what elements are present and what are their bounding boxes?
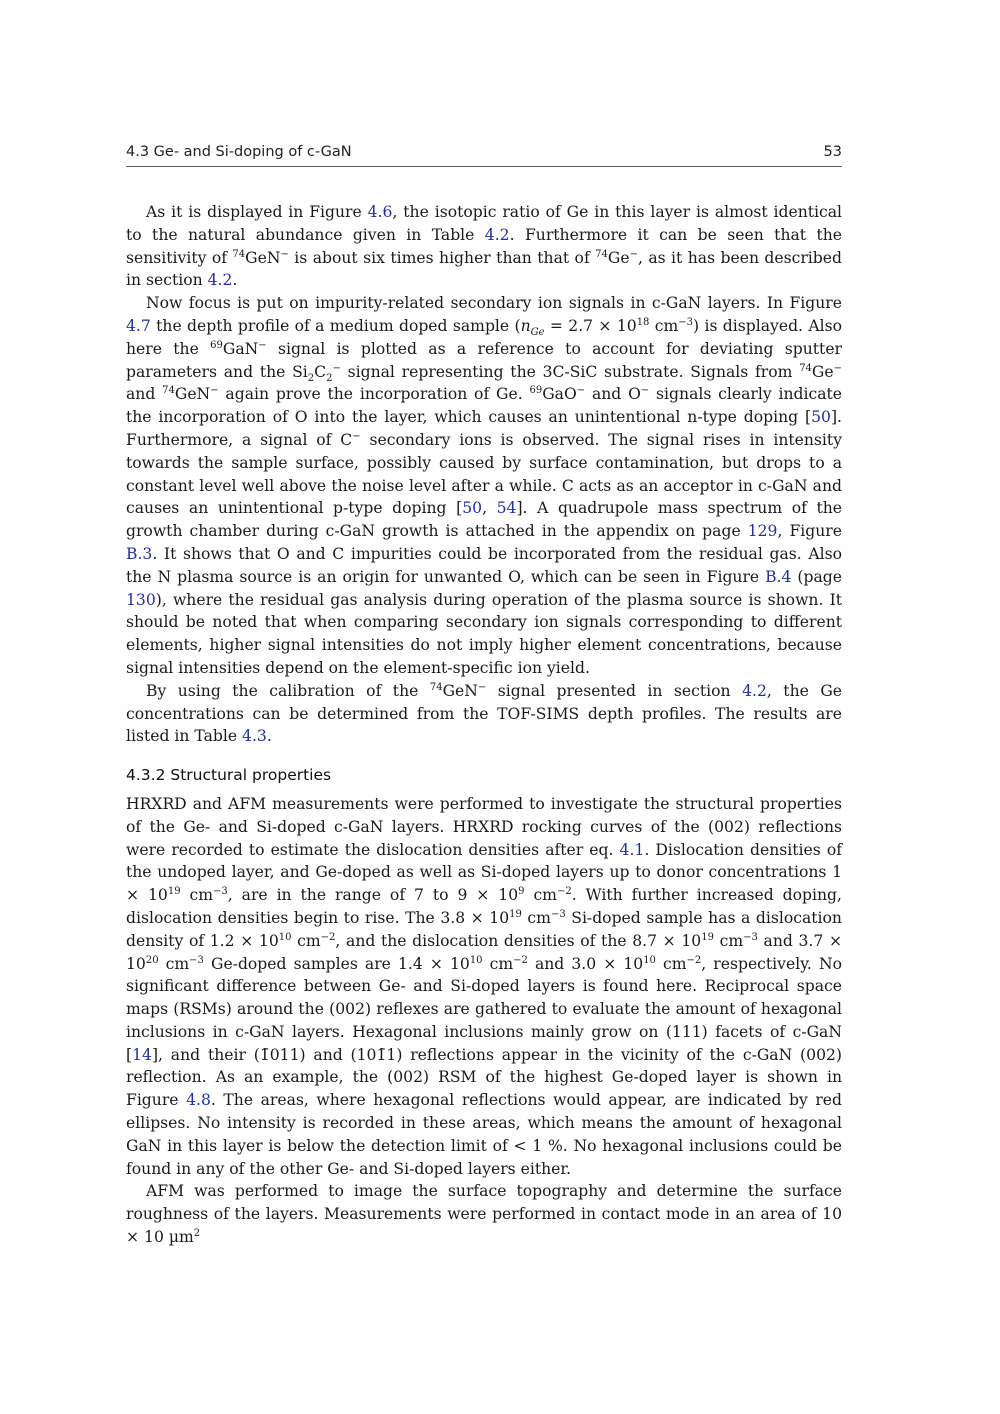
body-text: [126, 201, 842, 1249]
figure-link[interactable]: 4.8: [186, 1091, 211, 1110]
table-link[interactable]: 4.2: [484, 225, 510, 244]
citation-link[interactable]: 50: [811, 408, 831, 427]
page-link[interactable]: 130: [126, 590, 156, 609]
figure-link[interactable]: 4.6: [367, 203, 393, 221]
running-header: [126, 144, 842, 167]
header-page-number: 53: [823, 144, 842, 160]
equation-link[interactable]: 4.1: [619, 840, 645, 859]
figure-link[interactable]: 4.7: [126, 316, 151, 335]
paragraph: HRXRD and AFM measurements were performed to investigate the structural properties of the Ge- and Si-doped c-GaN layers. HRXRD rocking curves of the (002) reflections were recorded to estimate the dislocation densities after eq. 4.1. Dislocation densities of the undoped layer, and Ge-doped as well as Si-doped layers up to donor concentrations $1 \times 10^{19}$ $cm^{-3}$, are in the range of 7 to $9 \times 10^9$ $cm^{-2}$. With further increased doping, dislocation densities begin to rise. The $3.8 \times 10^{19}$ $cm^{-3}$ Si-doped sample has a dislocation density of $1.2 \times 10^{10}$ $cm^{-2}$, and the dislocation densities of the $8.7 \times 10^{19}$ $cm^{-3}$ and $3.7 \times 10^{20}$ $cm^{-3}$ Ge-doped samples are $1.4 \times 10^{10}$ $cm^{-2}$ and $3.0 \times 10^{10}$ $cm^{-2}$, respectively. No significant difference between Ge- and Si-doped layers is found here. Reciprocal space maps (RSMs) around the (002) reflexes are gathered to evaluate the amount of hexagonal inclusions in c-GaN layers. Hexagonal inclusions mainly grow on (111) facets of c-GaN [14], and their (1̄011) and (101̄1) reflections appear in the vicinity of the c-GaN (002) reflection. As an example, the (002) RSM of the highest Ge-doped layer is shown in Figure 4.8. The areas, where hexagonal reflections would appear, are indicated by red ellipses. No intensity is recorded in these areas, which means the amount of hexagonal GaN in this layer is below the detection limit of < 1 %. No hexagonal inclusions could be found in any of the other Ge- and Si-doped layers either.: [126, 794, 843, 1178]
section-link[interactable]: 4.2: [742, 681, 767, 700]
paragraph: Now focus is put on impurity-related secondary ion signals in c-GaN layers. In Figure 4.7 the depth profile of a medium doped sample ($n_{Ge} = 2.7 \times 10^{18}$ $cm^{-3}$) is displayed. Also here the $^{69}$GaN− signal is plotted as a reference to account for deviating sputter parameters and the $Si_2C_2^-$ signal representing the 3C-SiC substrate. Signals from $^{74}$Ge− and $^{74}$GeN− again prove the incorporation of Ge. $^{69}$GaO− and O− signals clearly indicate the incorporation of O into the layer, which causes an unintentional n-type doping [50]. Furthermore, a signal of C− secondary ions is observed. The signal rises in intensity towards the sample surface, possibly caused by surface contamination, but drops to a constant level well above the noise level after a while. C acts as an acceptor in c-GaN and causes an unintentional p-type doping [50, 54]. A quadrupole mass spectrum of the growth chamber during c-GaN growth is attached in the appendix on page 129, Figure B.3. It shows that O and C impurities could be incorporated from the residual gas. Also the N plasma source is an origin for unwanted O, which can be seen in Figure B.4 (page 130), where the residual gas analysis during operation of the plasma source is shown. It should be noted that when comparing secondary ion signals corresponding to different elements, higher signal intensities do not imply higher element concentrations, because signal intensities depend on the element-specific ion yield.: [126, 294, 843, 677]
subsection-heading: 4.3.2 Structural properties: [126, 766, 332, 785]
header-section-title: 4.3 Ge- and Si-doping of c-GaN: [126, 144, 352, 160]
figure-link[interactable]: B.3: [126, 544, 153, 563]
table-link[interactable]: 4.3: [242, 727, 267, 746]
section-link[interactable]: 4.2: [207, 271, 233, 290]
citation-link[interactable]: 14: [132, 1045, 152, 1064]
paragraph: By using the calibration of the $^{74}$GeN− signal presented in section 4.2, the Ge concentrations can be determined from the TOF-SIMS depth profiles. The results are listed in Table 4.3.: [126, 681, 842, 746]
paragraph: As it is displayed in Figure 4.6, the isotopic ratio of Ge in this layer is almost identical to the natural abundance given in Table 4.2. Furthermore it can be seen that the sensitivity of $^{74}$GeN− is about six times higher than that of $^{74}$Ge−, as it has been described in section 4.2.: [126, 203, 843, 290]
paragraph: AFM was performed to image the surface topography and determine the surface roughness of the layers. Measurements were performed in contact mode in an area of 10 × 10 µm$^2$: [126, 1182, 842, 1247]
citation-link[interactable]: 54: [496, 499, 517, 518]
figure-link[interactable]: B.4: [765, 567, 792, 586]
page-link[interactable]: 129: [747, 522, 778, 541]
citation-link[interactable]: 50: [462, 499, 483, 518]
